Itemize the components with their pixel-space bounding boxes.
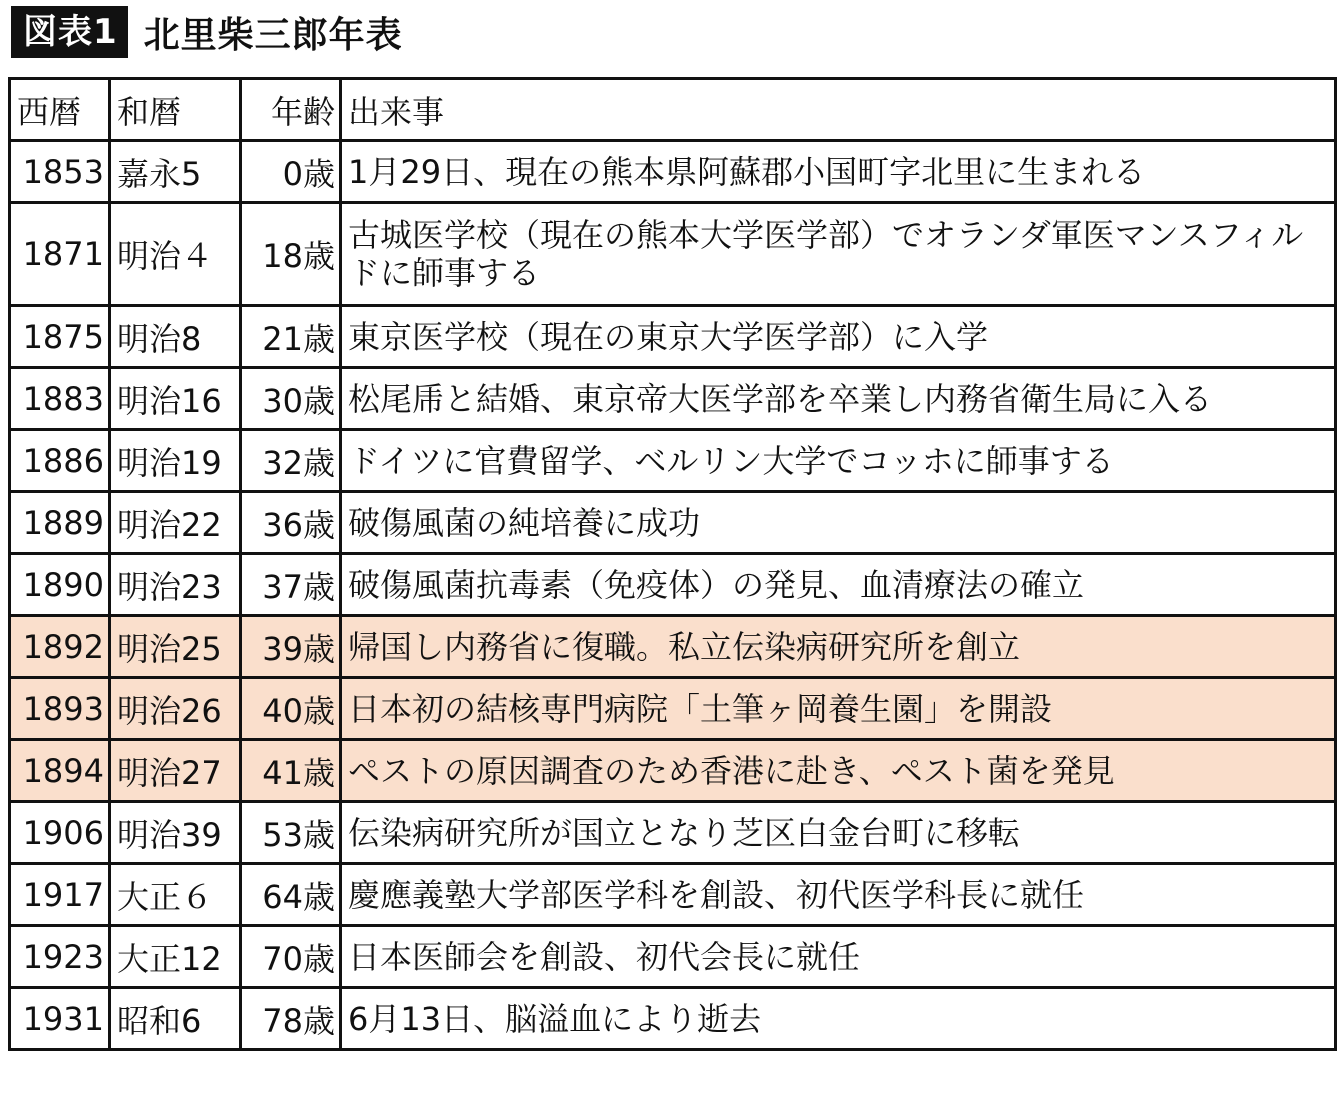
cell-age: 41歳 [241,740,341,802]
cell-year: 1892 [10,616,110,678]
cell-year: 1871 [10,203,110,306]
cell-age: 30歳 [241,368,341,430]
cell-event: 伝染病研究所が国立となり芝区白金台町に移転 [341,802,1336,864]
cell-age: 78歳 [241,988,341,1050]
cell-age: 0歳 [241,141,341,203]
cell-event: 日本初の結核専門病院「土筆ヶ岡養生園」を開設 [341,678,1336,740]
cell-event: 帰国し内務省に復職。私立伝染病研究所を創立 [341,616,1336,678]
table-row [10,430,1336,492]
cell-age: 36歳 [241,492,341,554]
cell-age: 40歳 [241,678,341,740]
cell-event: 日本医師会を創設、初代会長に就任 [341,926,1336,988]
cell-era: 明治8 [110,306,241,368]
header-event: 出来事 [341,79,1336,141]
table-row-highlighted [10,678,1336,740]
cell-age: 21歳 [241,306,341,368]
page-title: 北里柴三郎年表 [143,14,403,56]
table-row-highlighted [10,740,1336,802]
cell-age: 32歳 [241,430,341,492]
cell-event: ペストの原因調査のため香港に赴き、ペスト菌を発見 [341,740,1336,802]
cell-era: 明治19 [110,430,241,492]
cell-year: 1890 [10,554,110,616]
header-age: 年齢 [241,79,341,141]
figure-header [11,6,403,58]
table-row [10,306,1336,368]
cell-event: 1月29日、現在の熊本県阿蘇郡小国町字北里に生まれる [341,141,1336,203]
cell-era: 大正６ [110,864,241,926]
cell-year: 1894 [10,740,110,802]
cell-age: 64歳 [241,864,341,926]
header-western-year: 西暦 [10,79,110,141]
header-japanese-year: 和暦 [110,79,241,141]
cell-age: 39歳 [241,616,341,678]
cell-era: 明治26 [110,678,241,740]
cell-year: 1889 [10,492,110,554]
cell-year: 1906 [10,802,110,864]
cell-year: 1875 [10,306,110,368]
table-row [10,492,1336,554]
cell-event: 6月13日、脳溢血により逝去 [341,988,1336,1050]
cell-age: 18歳 [241,203,341,306]
cell-age: 53歳 [241,802,341,864]
cell-year: 1853 [10,141,110,203]
timeline-table [8,77,1337,1051]
cell-year: 1923 [10,926,110,988]
table-row [10,802,1336,864]
table-row [10,368,1336,430]
cell-year: 1883 [10,368,110,430]
cell-year: 1893 [10,678,110,740]
cell-age: 70歳 [241,926,341,988]
table-row [10,203,1336,306]
cell-event: 破傷風菌抗毒素（免疫体）の発見、血清療法の確立 [341,554,1336,616]
cell-era: 嘉永5 [110,141,241,203]
cell-event: 破傷風菌の純培養に成功 [341,492,1336,554]
table-row [10,926,1336,988]
cell-era: 明治16 [110,368,241,430]
cell-year: 1931 [10,988,110,1050]
cell-event: 東京医学校（現在の東京大学医学部）に入学 [341,306,1336,368]
cell-year: 1886 [10,430,110,492]
table-row [10,554,1336,616]
table-row-highlighted [10,616,1336,678]
cell-era: 明治25 [110,616,241,678]
cell-era: 明治22 [110,492,241,554]
cell-event: ドイツに官費留学、ベルリン大学でコッホに師事する [341,430,1336,492]
cell-year: 1917 [10,864,110,926]
cell-event: 松尾乕と結婚、東京帝大医学部を卒業し内務省衛生局に入る [341,368,1336,430]
cell-era: 明治27 [110,740,241,802]
cell-era: 明治４ [110,203,241,306]
cell-event: 慶應義塾大学部医学科を創設、初代医学科長に就任 [341,864,1336,926]
cell-era: 昭和6 [110,988,241,1050]
cell-era: 明治23 [110,554,241,616]
cell-age: 37歳 [241,554,341,616]
figure-number-badge: 図表1 [11,6,128,58]
table-row [10,141,1336,203]
table-row [10,988,1336,1050]
table-header-row [10,79,1336,141]
cell-era: 明治39 [110,802,241,864]
cell-event: 古城医学校（現在の熊本大学医学部）でオランダ軍医マンスフィルドに師事する [341,203,1336,306]
cell-era: 大正12 [110,926,241,988]
table-row [10,864,1336,926]
